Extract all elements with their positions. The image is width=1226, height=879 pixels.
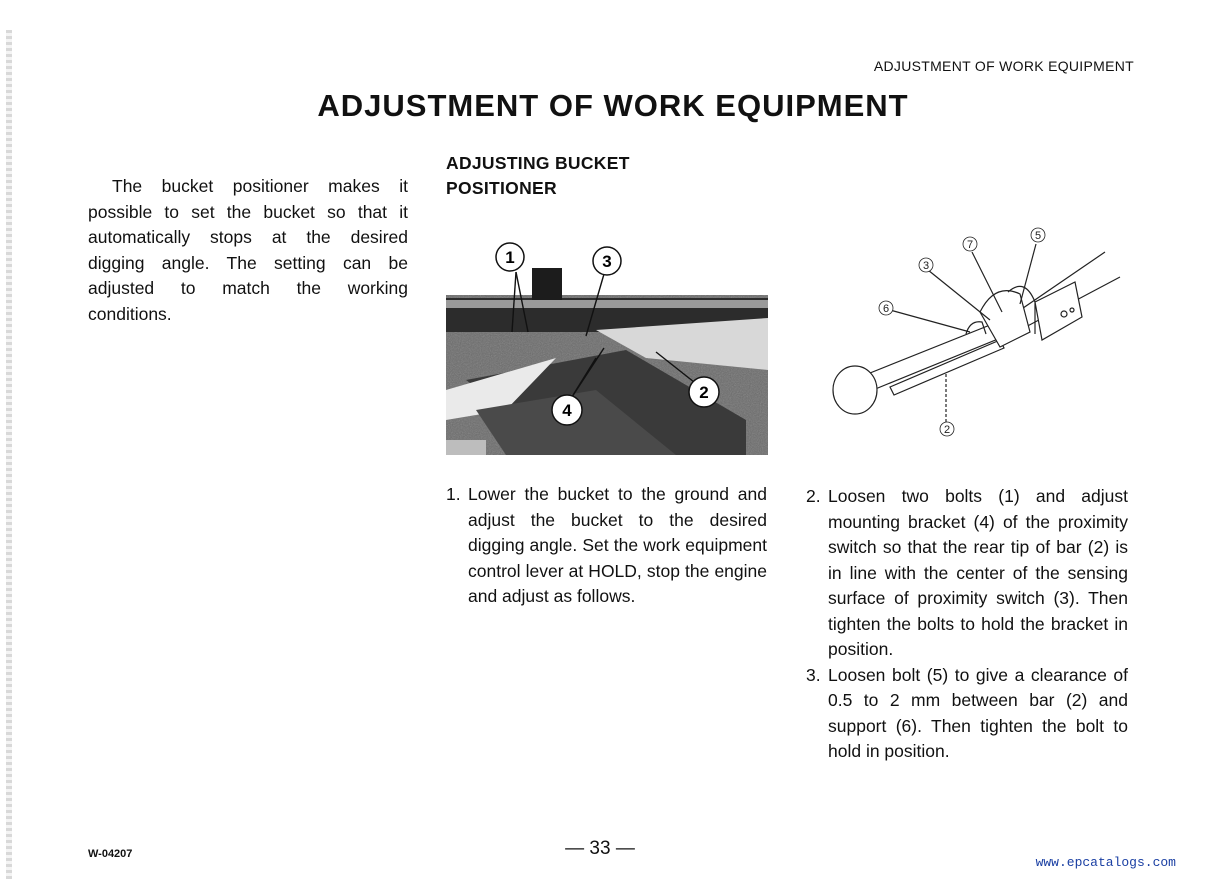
document-code: W-04207	[88, 848, 133, 860]
step-text: Loosen two bolts (1) and adjust mounting bracket (4) of the proximity switch so that the rear tip of bar (2) is in line with the center of the sensing surface of proximity switch (3). Then tighten the bolts to hold the bracket in position.	[828, 486, 1128, 659]
page-title: ADJUSTMENT OF WORK EQUIPMENT	[317, 88, 909, 123]
step-2	[806, 484, 1128, 663]
callout-4: 4	[562, 401, 572, 420]
page-number: — 33 —	[565, 838, 635, 859]
callout-1: 1	[505, 248, 515, 267]
bucket-positioner-photo	[446, 240, 768, 455]
scan-edge	[6, 30, 12, 879]
diagram-callout-7: 7	[966, 239, 974, 251]
section-heading	[446, 151, 630, 201]
section-heading-line2: POSITIONER	[446, 178, 557, 198]
section-heading-line1: ADJUSTING BUCKET	[446, 153, 630, 173]
diagram-callout-6: 6	[882, 303, 890, 315]
positioner-diagram	[820, 222, 1130, 444]
running-head: ADJUSTMENT OF WORK EQUIPMENT	[873, 58, 1134, 74]
step-text: Lower the bucket to the ground and adjust the bucket to the desired digging angle. Set the work equipment control lever at HOLD, stop the engine and adjust as follows.	[468, 484, 767, 606]
step-text: Loosen bolt (5) to give a clearance of 0.5 to 2 mm between bar (2) and support (6). Then tighten the bolt to hold in position.	[828, 664, 1128, 761]
steps-column-right	[806, 484, 1128, 765]
step-3	[806, 663, 1128, 765]
diagram-callout-2: 2	[943, 424, 951, 436]
intro-paragraph	[88, 174, 408, 327]
callout-3: 3	[602, 252, 612, 271]
steps-column-left	[446, 482, 767, 610]
diagram-callout-5: 5	[1034, 230, 1042, 242]
callout-2: 2	[699, 383, 709, 402]
intro-text: The bucket positioner makes it possible to set the bucket so that it automatically stops at the desired digging angle. The setting can be adjusted to match the working conditions.	[88, 176, 408, 324]
diagram-callout-3: 3	[922, 260, 930, 272]
step-number: 2.	[806, 486, 821, 506]
step-1	[446, 482, 767, 610]
step-number: 3.	[806, 664, 821, 685]
watermark-link[interactable]: www.epcatalogs.com	[1035, 855, 1176, 870]
step-number: 1.	[446, 484, 461, 504]
